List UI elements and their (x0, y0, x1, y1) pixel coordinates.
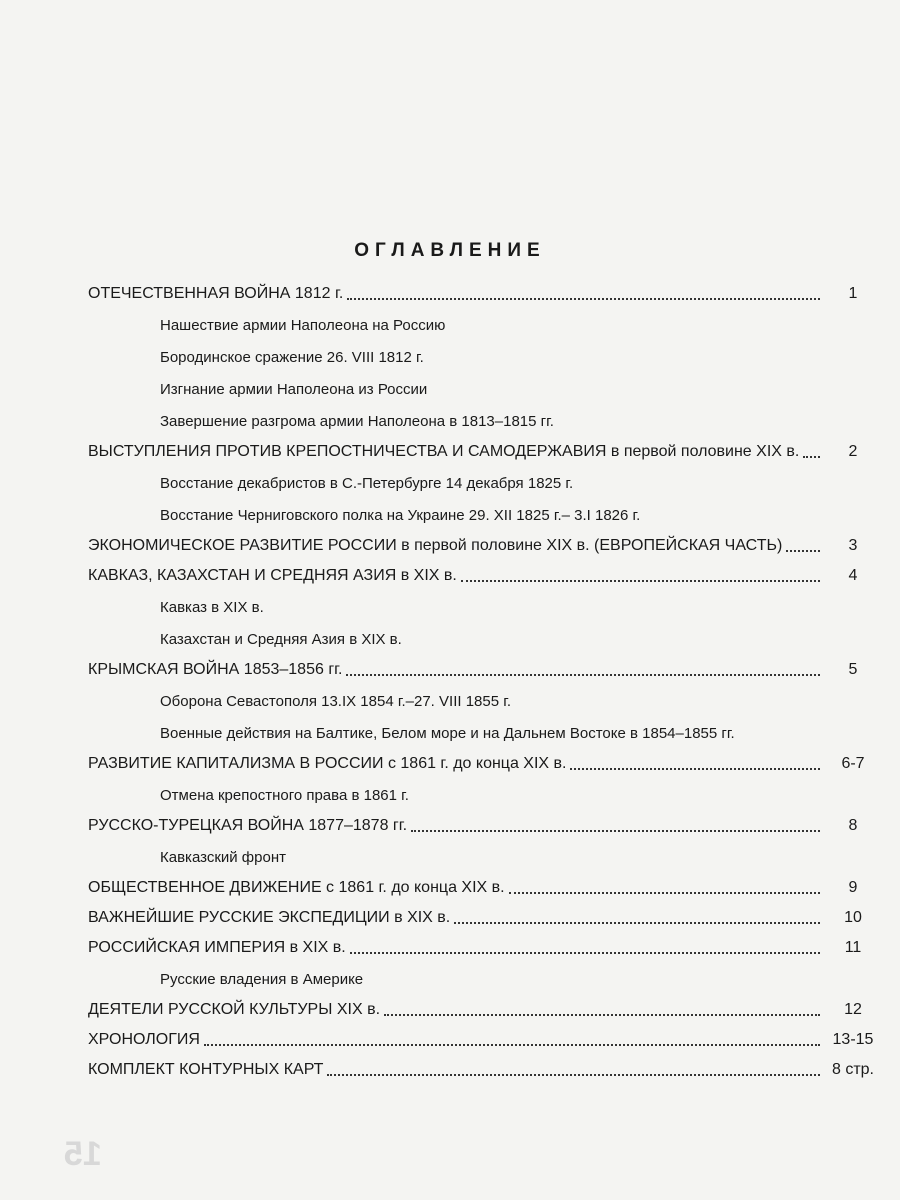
toc-entry (88, 660, 880, 680)
toc-entry (88, 536, 880, 556)
toc-entry-heading: КРЫМСКАЯ ВОЙНА 1853–1856 гг. (88, 661, 343, 678)
toc-entry-title (88, 938, 346, 958)
toc-entry-heading: ДЕЯТЕЛИ РУССКОЙ КУЛЬТУРЫ XIX в. (88, 1001, 381, 1018)
toc-entry (88, 938, 880, 958)
toc-entry-page: 10 (844, 909, 862, 926)
toc-subentry: Кавказ в XIX в. (160, 599, 264, 616)
toc-entry-title (88, 878, 505, 898)
dot-leader (346, 673, 820, 676)
toc-entry-page: 13-15 (832, 1031, 874, 1048)
toc-subentry: Восстание Черниговского полка на Украине 29. XII 1825 г.– 3.I 1826 г. (160, 507, 641, 524)
dot-leader (509, 891, 820, 894)
toc-entry-heading: ОТЕЧЕСТВЕННАЯ ВОЙНА 1812 г. (88, 285, 344, 302)
toc-subentry: Восстание декабристов в С.-Петербурге 14 декабря 1825 г. (160, 475, 574, 492)
toc-entry-suffix: в XIX в. (396, 567, 457, 584)
dot-leader (350, 951, 820, 954)
toc-title: ОГЛАВЛЕНИЕ (354, 240, 546, 261)
toc-entry-title (88, 816, 407, 836)
toc-entry-page: 11 (844, 939, 862, 956)
toc-entry (88, 908, 880, 928)
toc-entry (88, 442, 880, 462)
toc-entry (88, 284, 880, 304)
table-of-contents (88, 284, 880, 1080)
toc-subentry: Русские владения в Америке (160, 971, 364, 988)
toc-entry-title (88, 660, 342, 680)
toc-entry-page: 8 стр. (831, 1061, 874, 1078)
toc-entry (88, 566, 880, 586)
toc-entry-suffix: в XIX в. (389, 909, 451, 926)
toc-entry-title (88, 754, 566, 774)
page-number-bleed: 15 (64, 1135, 102, 1173)
toc-entry-suffix: с 1861 г. до конца XIX в. (321, 879, 505, 896)
toc-entry-heading: ЭКОНОМИЧЕСКОЕ РАЗВИТИЕ РОССИИ (88, 537, 397, 554)
toc-entry-suffix: в первой половине XIX в. (ЕВРОПЕЙСКАЯ ЧАСТЬ) (396, 537, 783, 554)
toc-entry-page: 1 (848, 285, 858, 302)
toc-entry-page: 9 (848, 879, 858, 896)
toc-entry-suffix: с 1861 г. до конца XIX в. (383, 755, 567, 772)
toc-entry (88, 1030, 880, 1050)
dot-leader (327, 1073, 820, 1076)
toc-entry-heading: КАВКАЗ, КАЗАХСТАН И СРЕДНЯЯ АЗИЯ (88, 567, 397, 584)
toc-entry (88, 1060, 880, 1080)
toc-entry-heading: РОССИЙСКАЯ ИМПЕРИЯ (88, 939, 286, 956)
dot-leader (803, 455, 820, 458)
toc-entry-suffix: в первой половине XIX в. (606, 443, 800, 460)
toc-entry-heading: РУССКО-ТУРЕЦКАЯ ВОЙНА 1877–1878 гг. (88, 817, 408, 834)
toc-entry-heading: КОМПЛЕКТ КОНТУРНЫХ КАРТ (88, 1061, 324, 1078)
toc-subentry: Кавказский фронт (160, 849, 286, 866)
dot-leader (461, 579, 820, 582)
toc-entry-title (88, 566, 457, 586)
toc-entry (88, 878, 880, 898)
dot-leader (411, 829, 820, 832)
toc-entry-title (88, 1030, 200, 1050)
toc-entry-title (88, 908, 450, 928)
dot-leader (384, 1013, 820, 1016)
toc-entry-page: 12 (844, 1001, 862, 1018)
toc-entry-page: 2 (848, 443, 858, 460)
toc-entry-heading: ВЫСТУПЛЕНИЯ ПРОТИВ КРЕПОСТНИЧЕСТВА И САМОДЕРЖАВИЯ (88, 443, 607, 460)
dot-leader (454, 921, 820, 924)
toc-entry (88, 816, 880, 836)
toc-entry-heading: РАЗВИТИЕ КАПИТАЛИЗМА В РОССИИ (88, 755, 384, 772)
toc-entry-title (88, 536, 782, 556)
toc-entry-heading: ХРОНОЛОГИЯ (88, 1031, 200, 1048)
dot-leader (347, 297, 820, 300)
toc-entry-page: 5 (848, 661, 858, 678)
toc-subentry: Бородинское сражение 26. VIII 1812 г. (160, 349, 424, 366)
toc-entry-title (88, 1060, 323, 1080)
toc-subentry: Военные действия на Балтике, Белом море и на Дальнем Востоке в 1854–1855 гг. (160, 725, 735, 742)
toc-entry (88, 754, 880, 774)
toc-entry-heading: ВАЖНЕЙШИЕ РУССКИЕ ЭКСПЕДИЦИИ (88, 909, 390, 926)
toc-entry-heading: ОБЩЕСТВЕННОЕ ДВИЖЕНИЕ (88, 879, 322, 896)
toc-subentry: Отмена крепостного права в 1861 г. (160, 787, 409, 804)
toc-entry-title (88, 442, 799, 462)
toc-subentry: Завершение разгрома армии Наполеона в 1813–1815 гг. (160, 413, 554, 430)
dot-leader (204, 1043, 820, 1046)
toc-entry-title (88, 1000, 380, 1020)
dot-leader (786, 549, 820, 552)
toc-subentry: Казахстан и Средняя Азия в XIX в. (160, 631, 402, 648)
toc-subentry: Нашествие армии Наполеона на Россию (160, 317, 446, 334)
toc-subentry: Оборона Севастополя 13.IX 1854 г.–27. VIII 1855 г. (160, 693, 512, 710)
toc-subentry: Изгнание армии Наполеона из России (160, 381, 428, 398)
toc-entry-title (88, 284, 343, 304)
toc-entry-page: 8 (848, 817, 858, 834)
toc-entry-page: 4 (848, 567, 858, 584)
toc-entry-page: 6-7 (841, 755, 865, 772)
toc-entry (88, 1000, 880, 1020)
toc-entry-suffix: в XIX в. (285, 939, 346, 956)
toc-entry-page: 3 (848, 537, 858, 554)
dot-leader (570, 767, 820, 770)
